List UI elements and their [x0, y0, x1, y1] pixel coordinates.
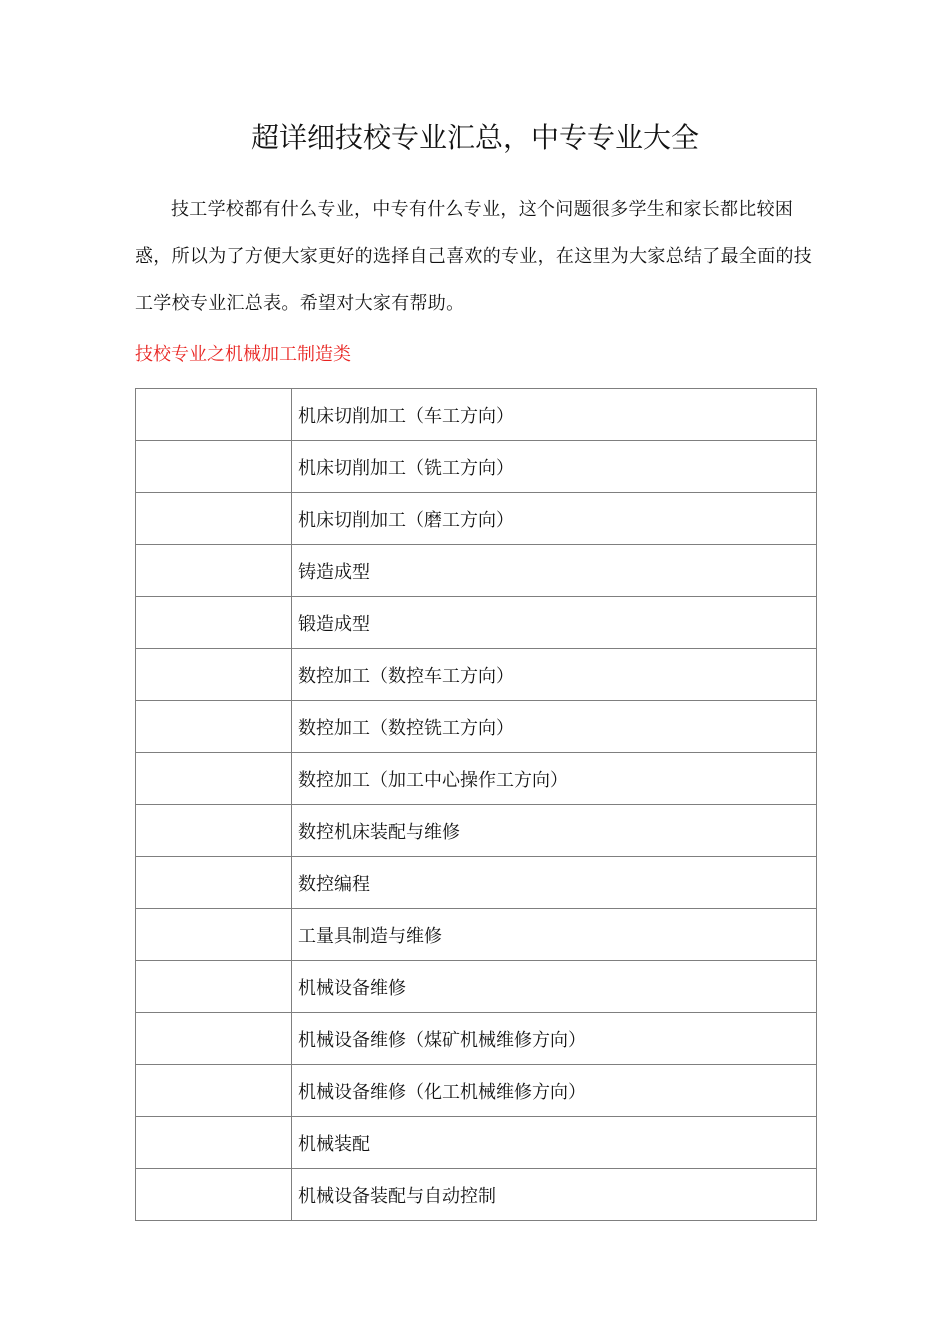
majors-table — [135, 388, 817, 1221]
major-name-cell: 数控编程 — [292, 857, 817, 909]
table-row — [136, 961, 817, 1013]
category-cell — [136, 649, 292, 701]
major-name-cell: 机床切削加工（铣工方向） — [292, 441, 817, 493]
table-row — [136, 701, 817, 753]
major-name-cell: 工量具制造与维修 — [292, 909, 817, 961]
category-cell — [136, 1117, 292, 1169]
table-row — [136, 649, 817, 701]
table-row — [136, 1117, 817, 1169]
major-name-cell: 机床切削加工（磨工方向） — [292, 493, 817, 545]
major-name-cell: 机械设备装配与自动控制 — [292, 1169, 817, 1221]
category-cell — [136, 441, 292, 493]
category-cell — [136, 1065, 292, 1117]
majors-table-body — [136, 389, 817, 1221]
category-cell — [136, 493, 292, 545]
category-cell — [136, 753, 292, 805]
table-row — [136, 857, 817, 909]
major-name-cell: 数控机床装配与维修 — [292, 805, 817, 857]
table-row — [136, 597, 817, 649]
category-cell — [136, 805, 292, 857]
table-row — [136, 493, 817, 545]
category-cell — [136, 909, 292, 961]
category-cell — [136, 1013, 292, 1065]
intro-paragraph: 技工学校都有什么专业，中专有什么专业，这个问题很多学生和家长都比较困惑，所以为了方便大家更好的选择自己喜欢的专业，在这里为大家总结了最全面的技工学校专业汇总表。希望对大家有帮助。 — [135, 199, 813, 314]
category-cell — [136, 1169, 292, 1221]
major-name-cell: 机械设备维修（煤矿机械维修方向） — [292, 1013, 817, 1065]
major-name-cell: 数控加工（数控车工方向） — [292, 649, 817, 701]
major-name-cell: 机床切削加工（车工方向） — [292, 389, 817, 441]
category-cell — [136, 389, 292, 441]
major-name-cell: 机械设备维修 — [292, 961, 817, 1013]
table-row — [136, 441, 817, 493]
document-title: 超详细技校专业汇总，中专专业大全 — [250, 121, 699, 154]
major-name-cell: 机械装配 — [292, 1117, 817, 1169]
major-name-cell: 数控加工（数控铣工方向） — [292, 701, 817, 753]
table-row — [136, 805, 817, 857]
major-name-cell: 数控加工（加工中心操作工方向） — [292, 753, 817, 805]
table-row — [136, 1013, 817, 1065]
table-row — [136, 1065, 817, 1117]
major-name-cell: 机械设备维修（化工机械维修方向） — [292, 1065, 817, 1117]
major-name-cell: 锻造成型 — [292, 597, 817, 649]
category-cell — [136, 857, 292, 909]
section-heading: 技校专业之机械加工制造类 — [135, 344, 351, 365]
category-cell — [136, 545, 292, 597]
table-row — [136, 389, 817, 441]
category-cell — [136, 701, 292, 753]
table-row — [136, 1169, 817, 1221]
category-cell — [136, 961, 292, 1013]
table-row — [136, 909, 817, 961]
table-row — [136, 545, 817, 597]
major-name-cell: 铸造成型 — [292, 545, 817, 597]
table-row — [136, 753, 817, 805]
category-cell — [136, 597, 292, 649]
